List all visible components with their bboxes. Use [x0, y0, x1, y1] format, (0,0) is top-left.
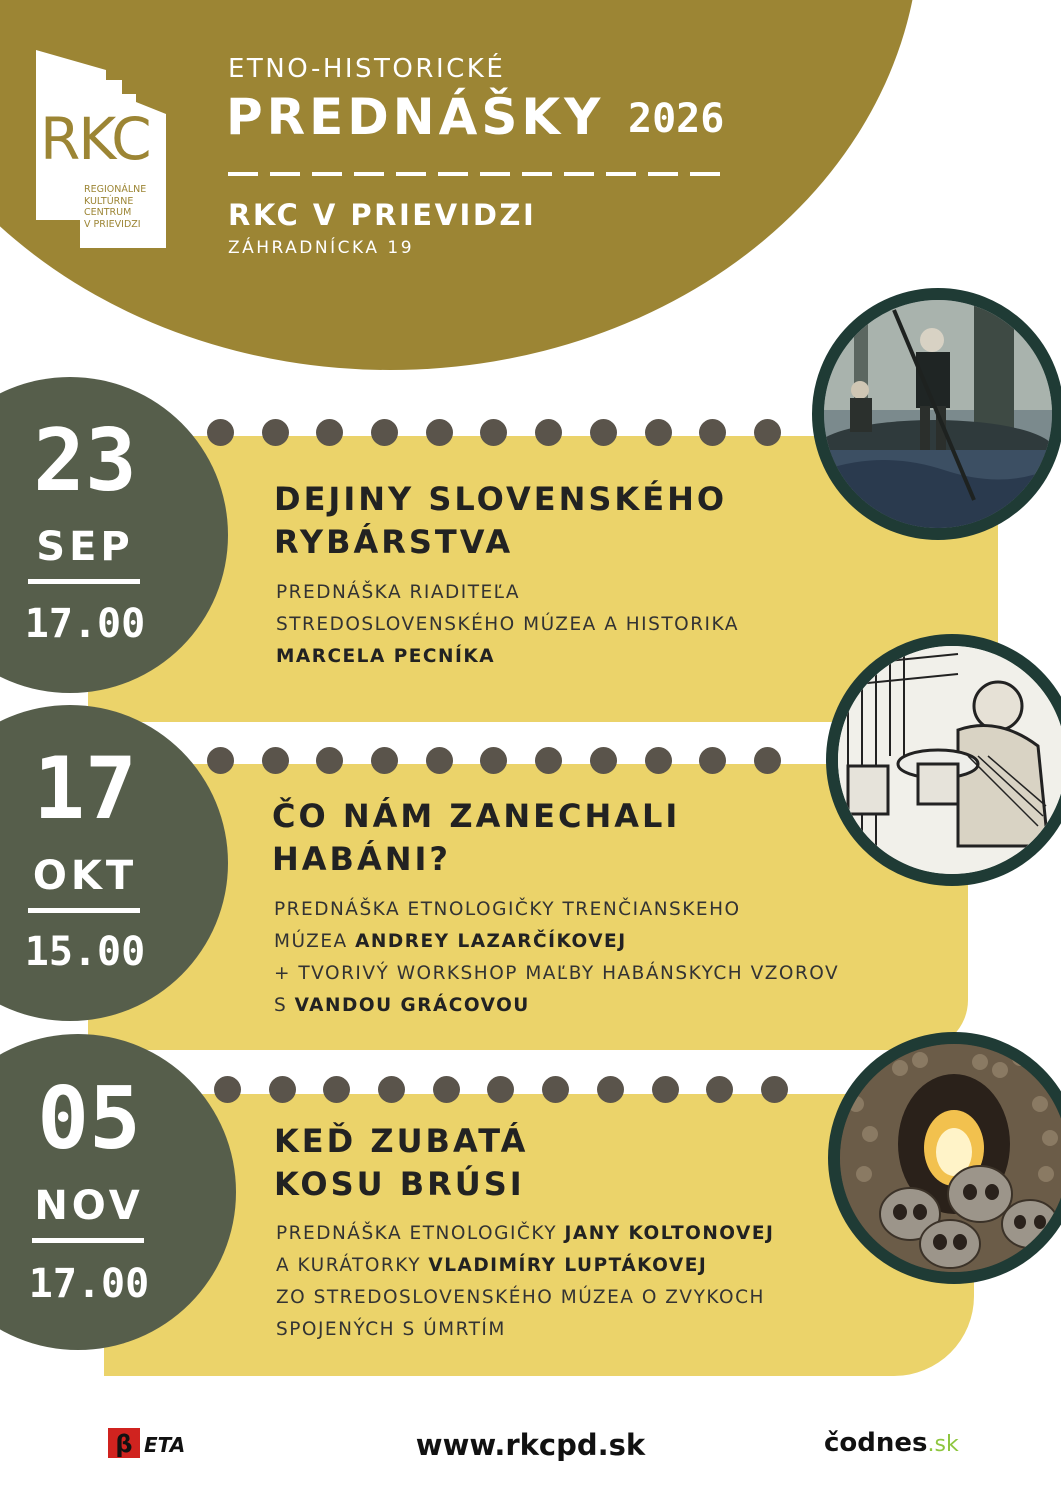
- header-street: ZÁHRADNÍCKA 19: [228, 238, 415, 258]
- event-time: 17.00: [28, 1261, 150, 1307]
- event-description: PREDNÁŠKA ETNOLOGIČKY TRENČIANSKEHO MÚZEA ANDREY LAZARČÍKOVEJ + TVORIVÝ WORKSHOP MAĽBY HABÁNSKYCH VZOROV S VANDOU GRÁCOVOU: [274, 899, 840, 1016]
- codnes-logo: čodnes.sk: [824, 1428, 959, 1458]
- event-description: PREDNÁŠKA ETNOLOGIČKY JANY KOLTONOVEJ A KURÁTORKY VLADIMÍRY LUPTÁKOVEJ ZO STREDOSLOVENSKÉHO MÚZEA O ZVYKOCH SPOJENÝCH S ÚMRTÍM: [276, 1223, 775, 1340]
- potter-woodcut: [826, 634, 1061, 886]
- event-description: PREDNÁŠKA RIADITEĽA STREDOSLOVENSKÉHO MÚZEA A HISTORIKA MARCELA PECNÍKA: [276, 582, 739, 667]
- header-year: 2026: [628, 96, 725, 142]
- svg-text:β: β: [115, 1430, 133, 1458]
- event-time: 17.00: [24, 601, 146, 647]
- header-title: PREDNÁŠKY: [226, 88, 605, 146]
- website-link[interactable]: www.rkcpd.sk: [415, 1428, 646, 1462]
- header-divider: [228, 172, 728, 176]
- beta-logo-text: ETA: [144, 1433, 186, 1457]
- date-divider: [32, 1238, 144, 1243]
- event-month: NOV: [34, 1183, 144, 1229]
- dot-row: [207, 419, 781, 446]
- event-day: 23: [33, 411, 137, 511]
- event-month: OKT: [32, 853, 138, 899]
- date-divider: [28, 908, 140, 913]
- logo-abbr: RKC: [40, 105, 150, 173]
- logo-subtitle: REGIONÁLNE KULTÚRNE CENTRUM V PRIEVIDZI: [84, 184, 147, 230]
- event-title: KEĎ ZUBATÁ KOSU BRÚSI: [274, 1122, 529, 1203]
- event-time: 15.00: [24, 929, 146, 975]
- event-month: SEP: [36, 524, 134, 570]
- event-day: 17: [33, 739, 137, 839]
- event-day: 05: [37, 1069, 141, 1169]
- fishermen-photo: [812, 288, 1061, 540]
- header-kicker: ETNO-HISTORICKÉ: [228, 54, 506, 84]
- date-divider: [28, 579, 140, 584]
- dot-row: [207, 747, 781, 774]
- header-venue: RKC V PRIEVIDZI: [228, 198, 537, 232]
- event-title: DEJINY SLOVENSKÉHO RYBÁRSTVA: [274, 480, 728, 561]
- dot-row: [214, 1076, 788, 1103]
- event-title: ČO NÁM ZANECHALI HABÁNI?: [272, 797, 681, 878]
